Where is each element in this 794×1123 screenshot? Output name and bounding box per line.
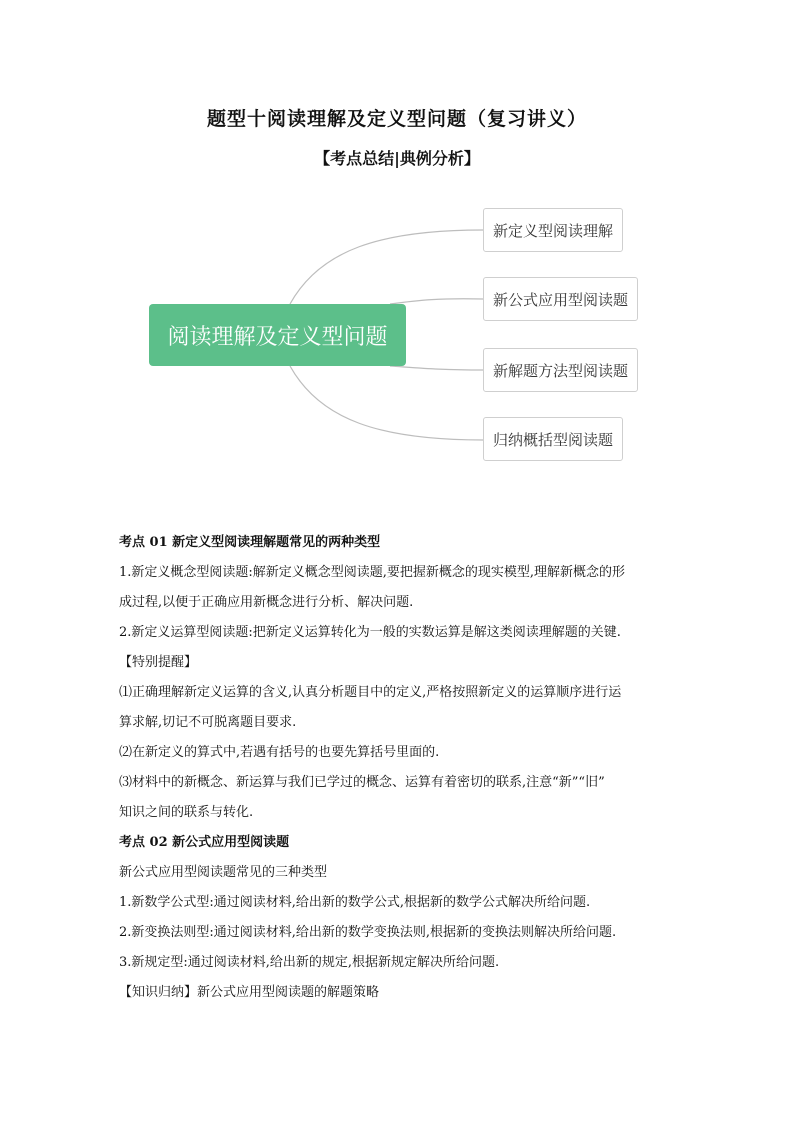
paragraph: 知识之间的联系与转化. — [119, 805, 254, 820]
paragraph: 新公式应用型阅读题常见的三种类型 — [119, 865, 328, 880]
mind-map — [0, 200, 794, 480]
paragraph: 1.新定义概念型阅读题:解新定义概念型阅读题,要把握新概念的现实模型,理解新概念的形 — [119, 565, 626, 580]
section-heading: 考点 01 新定义型阅读理解题常见的两种类型 — [119, 535, 381, 550]
mind-map-branch: 归纳概括型阅读题 — [483, 417, 623, 461]
paragraph: 3.新规定型:通过阅读材料,给出新的规定,根据新规定解决所给问题. — [119, 955, 500, 970]
paragraph: 1.新数学公式型:通过阅读材料,给出新的数学公式,根据新的数学公式解决所给问题. — [119, 895, 591, 910]
paragraph: ⑵在新定义的算式中,若遇有括号的也要先算括号里面的. — [119, 745, 440, 760]
connector-1 — [290, 230, 483, 304]
mind-map-branch: 新定义型阅读理解 — [483, 208, 623, 252]
paragraph: 2.新定义运算型阅读题:把新定义运算转化为一般的实数运算是解这类阅读理解题的关键. — [119, 625, 621, 640]
document-body — [119, 528, 679, 1008]
paragraph: 算求解,切记不可脱离题目要求. — [119, 715, 297, 730]
section-heading: 考点 02 新公式应用型阅读题 — [119, 835, 290, 850]
mind-map-root: 阅读理解及定义型问题 — [149, 304, 406, 366]
summary-heading: 【知识归纳】新公式应用型阅读题的解题策略 — [119, 985, 380, 1000]
page-title: 题型十阅读理解及定义型问题（复习讲义） — [206, 108, 587, 130]
page-subtitle: 【考点总结|典例分析】 — [314, 149, 480, 168]
connector-4 — [290, 366, 483, 440]
mind-map-branch: 新公式应用型阅读题 — [483, 277, 638, 321]
connector-3 — [390, 366, 483, 370]
paragraph: ⑶材料中的新概念、新运算与我们已学过的概念、运算有着密切的联系,注意“新”“旧” — [119, 775, 605, 790]
mind-map-branch: 新解题方法型阅读题 — [483, 348, 638, 392]
tip-heading: 【特别提醒】 — [119, 655, 198, 670]
connector-2 — [390, 299, 483, 304]
paragraph: 2.新变换法则型:通过阅读材料,给出新的数学变换法则,根据新的变换法则解决所给问题. — [119, 925, 617, 940]
paragraph: ⑴正确理解新定义运算的含义,认真分析题目中的定义,严格按照新定义的运算顺序进行运 — [119, 685, 622, 700]
paragraph: 成过程,以便于正确应用新概念进行分析、解决问题. — [119, 595, 414, 610]
